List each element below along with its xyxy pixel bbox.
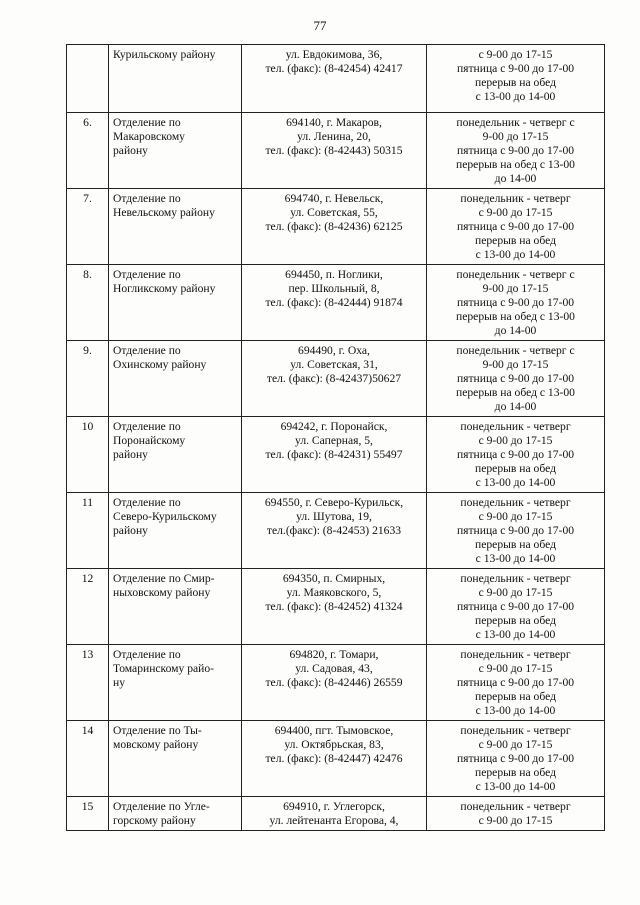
office-name-line: Отделение по	[113, 420, 181, 433]
office-hours-line: с 13-00 до 14-00	[475, 248, 556, 261]
row-number: 10	[67, 417, 109, 493]
table-row	[67, 45, 605, 113]
office-hours	[427, 189, 605, 265]
office-address-line: ул. лейтенанта Егорова, 4,	[269, 814, 399, 827]
office-hours	[427, 113, 605, 189]
office-hours	[427, 645, 605, 721]
office-hours-line: пятница с 9-00 до 17-00	[456, 752, 575, 765]
office-address-line: тел. (факс): (8-42437)50627	[266, 372, 402, 385]
office-hours	[427, 265, 605, 341]
office-hours-line: перерыв на обед	[475, 234, 556, 247]
office-hours-line: с 9-00 до 17-15	[478, 510, 553, 523]
office-address-line: 694350, п. Смирных,	[282, 572, 386, 585]
office-hours-line: с 13-00 до 14-00	[475, 628, 556, 641]
office-hours-line: пятница с 9-00 до 17-00	[456, 448, 575, 461]
office-address-line: 694140, г. Макаров,	[286, 116, 382, 129]
table-row	[67, 645, 605, 721]
office-hours-line: перерыв на обед	[475, 76, 556, 89]
row-number	[67, 45, 109, 113]
office-address-line: ул. Октябрьская, 83,	[284, 738, 384, 751]
office-address-line: тел. (факс): (8-42443) 50315	[265, 144, 403, 157]
office-address	[242, 721, 427, 797]
office-name-line: Отделение по	[113, 344, 181, 357]
office-name	[109, 493, 242, 569]
row-number: 8.	[67, 265, 109, 341]
office-name-line: Отделение по	[113, 648, 181, 661]
office-hours-line: с 9-00 до 17-15	[478, 48, 553, 61]
office-name	[109, 645, 242, 721]
row-number: 9.	[67, 341, 109, 417]
office-hours-line: понедельник - четверг с	[456, 344, 575, 357]
office-hours	[427, 341, 605, 417]
office-hours	[427, 721, 605, 797]
row-number: 12	[67, 569, 109, 645]
table-row	[67, 189, 605, 265]
office-hours-line: до 14-00	[494, 400, 537, 413]
office-name-line: ныховскому району	[113, 586, 211, 599]
office-hours-line: с 13-00 до 14-00	[475, 552, 556, 565]
office-hours-line: с 9-00 до 17-15	[478, 586, 553, 599]
office-address-line: тел. (факс): (8-42436) 62125	[265, 220, 403, 233]
office-hours-line: перерыв на обед	[475, 690, 556, 703]
office-address	[242, 45, 427, 113]
office-hours-line: до 14-00	[494, 172, 537, 185]
office-address-line: тел. (факс): (8-42431) 55497	[265, 448, 403, 461]
office-address-line: тел. (факс): (8-42452) 41324	[265, 600, 403, 613]
office-hours-line: пятница с 9-00 до 17-00	[456, 220, 575, 233]
office-hours-line: с 13-00 до 14-00	[475, 780, 556, 793]
office-address-line: ул. Маяковского, 5,	[286, 586, 382, 599]
office-name-line: Ногликскому району	[113, 282, 216, 295]
office-hours-line: пятница с 9-00 до 17-00	[456, 372, 575, 385]
office-hours	[427, 797, 605, 831]
office-hours-line: 9-00 до 17-15	[482, 282, 549, 295]
office-address	[242, 569, 427, 645]
office-address-line: ул. Ленина, 20,	[297, 130, 371, 143]
office-name-line: Томаринскому райо-	[113, 662, 214, 675]
table-row	[67, 341, 605, 417]
office-address-line: ул. Садовая, 43,	[295, 662, 373, 675]
table-row	[67, 493, 605, 569]
office-hours-line: перерыв на обед с 13-00	[456, 310, 575, 323]
office-hours-line: с 13-00 до 14-00	[475, 704, 556, 717]
office-name-line: мовскому району	[113, 738, 199, 751]
office-address	[242, 341, 427, 417]
office-hours-line: с 9-00 до 17-15	[478, 434, 553, 447]
table-row	[67, 797, 605, 831]
office-hours-line: с 9-00 до 17-15	[478, 738, 553, 751]
office-name-line: Отделение по	[113, 268, 181, 281]
table-row	[67, 113, 605, 189]
office-name-line: Отделение по	[113, 496, 181, 509]
office-name-line: Отделение по Угле-	[113, 800, 210, 813]
office-hours	[427, 569, 605, 645]
office-address-line: ул. Советская, 31,	[290, 358, 378, 371]
office-address-line: ул. Шутова, 19,	[296, 510, 372, 523]
office-hours-line: до 14-00	[494, 324, 537, 337]
office-hours-line: пятница с 9-00 до 17-00	[456, 600, 575, 613]
office-name-line: горскому району	[113, 814, 196, 827]
office-hours-line: понедельник - четверг	[460, 572, 571, 585]
office-name-line: району	[113, 144, 148, 157]
office-hours-line: 9-00 до 17-15	[482, 130, 549, 143]
office-name	[109, 113, 242, 189]
office-name-line: Отделение по Смир-	[113, 572, 215, 585]
office-hours-line: перерыв на обед	[475, 462, 556, 475]
office-address-line: тел. (факс): (8-42444) 91874	[265, 296, 403, 309]
office-hours-line: 9-00 до 17-15	[482, 358, 549, 371]
office-address-line: тел.(факс): (8-42453) 21633	[266, 524, 402, 537]
row-number: 13	[67, 645, 109, 721]
office-address-line: тел. (факс): (8-42446) 26559	[265, 676, 403, 689]
office-hours-line: понедельник - четверг с	[456, 116, 575, 129]
office-address-line: 694400, пгт. Тымовское,	[274, 724, 394, 737]
office-name-line: Отделение по	[113, 116, 181, 129]
office-address	[242, 265, 427, 341]
office-address	[242, 645, 427, 721]
office-name	[109, 721, 242, 797]
office-hours-line: пятница с 9-00 до 17-00	[456, 676, 575, 689]
office-address-line: 694740, г. Невельск,	[284, 192, 384, 205]
row-number: 14	[67, 721, 109, 797]
office-address	[242, 493, 427, 569]
office-hours-line: понедельник - четверг	[460, 800, 571, 813]
office-address-line: 694910, г. Углегорск,	[283, 800, 385, 813]
offices-table	[66, 44, 605, 831]
office-hours-line: пятница с 9-00 до 17-00	[456, 524, 575, 537]
row-number: 7.	[67, 189, 109, 265]
office-hours-line: понедельник - четверг	[460, 496, 571, 509]
office-name-line: Охинскому району	[113, 358, 207, 371]
office-hours-line: перерыв на обед	[475, 538, 556, 551]
office-address	[242, 189, 427, 265]
row-number: 15	[67, 797, 109, 831]
office-address	[242, 113, 427, 189]
office-hours-line: понедельник - четверг	[460, 648, 571, 661]
office-address-line: ул. Советская, 55,	[290, 206, 378, 219]
office-address-line: 694490, г. Оха,	[298, 344, 370, 357]
office-address-line: 694820, г. Томари,	[289, 648, 379, 661]
office-name-line: Отделение по	[113, 192, 181, 205]
office-hours-line: перерыв на обед с 13-00	[456, 386, 575, 399]
office-name-line: Курильскому району	[113, 48, 216, 61]
office-name-line: Отделение по Ты-	[113, 724, 202, 737]
offices-table-body	[67, 45, 605, 831]
office-hours-line: перерыв на обед с 13-00	[456, 158, 575, 171]
office-address-line: пер. Школьный, 8,	[288, 282, 380, 295]
office-hours-line: пятница с 9-00 до 17-00	[456, 62, 575, 75]
office-hours	[427, 493, 605, 569]
office-address	[242, 797, 427, 831]
office-hours-line: понедельник - четверг	[460, 192, 571, 205]
office-hours-line: с 13-00 до 14-00	[475, 90, 556, 103]
office-hours	[427, 45, 605, 113]
office-name	[109, 417, 242, 493]
office-name-line: Северо-Курильскому	[113, 510, 217, 523]
office-name	[109, 265, 242, 341]
office-address-line: 694450, п. Ноглики,	[285, 268, 383, 281]
office-hours-line: с 9-00 до 17-15	[478, 814, 553, 827]
table-row	[67, 721, 605, 797]
office-hours	[427, 417, 605, 493]
table-row	[67, 265, 605, 341]
office-hours-line: пятница с 9-00 до 17-00	[456, 296, 575, 309]
office-hours-line: перерыв на обед	[475, 766, 556, 779]
office-name-line: Поронайскому	[113, 434, 186, 447]
office-address-line: тел. (факс): (8-42454) 42417	[265, 62, 403, 75]
office-address-line: тел. (факс): (8-42447) 42476	[265, 752, 403, 765]
office-name	[109, 797, 242, 831]
office-hours-line: перерыв на обед	[475, 614, 556, 627]
office-name-line: Макаровскому	[113, 130, 185, 143]
office-name-line: ну	[113, 676, 126, 689]
office-hours-line: понедельник - четверг	[460, 724, 571, 737]
office-name-line: Невельскому району	[113, 206, 215, 219]
office-name-line: району	[113, 448, 148, 461]
office-hours-line: понедельник - четверг	[460, 420, 571, 433]
office-name	[109, 45, 242, 113]
office-hours-line: с 13-00 до 14-00	[475, 476, 556, 489]
office-name-line: району	[113, 524, 148, 537]
office-address-line: 694242, г. Поронайск,	[280, 420, 388, 433]
office-address	[242, 417, 427, 493]
table-row	[67, 569, 605, 645]
office-name	[109, 341, 242, 417]
office-hours-line: пятница с 9-00 до 17-00	[456, 144, 575, 157]
office-address-line: 694550, г. Северо-Курильск,	[264, 496, 404, 509]
office-address-line: ул. Евдокимова, 36,	[285, 48, 383, 61]
table-row	[67, 417, 605, 493]
row-number: 11	[67, 493, 109, 569]
office-hours-line: понедельник - четверг с	[456, 268, 575, 281]
office-hours-line: с 9-00 до 17-15	[478, 206, 553, 219]
office-name	[109, 569, 242, 645]
row-number: 6.	[67, 113, 109, 189]
office-name	[109, 189, 242, 265]
office-address-line: ул. Саперная, 5,	[295, 434, 373, 447]
office-hours-line: с 9-00 до 17-15	[478, 662, 553, 675]
page-number: 77	[313, 18, 327, 33]
